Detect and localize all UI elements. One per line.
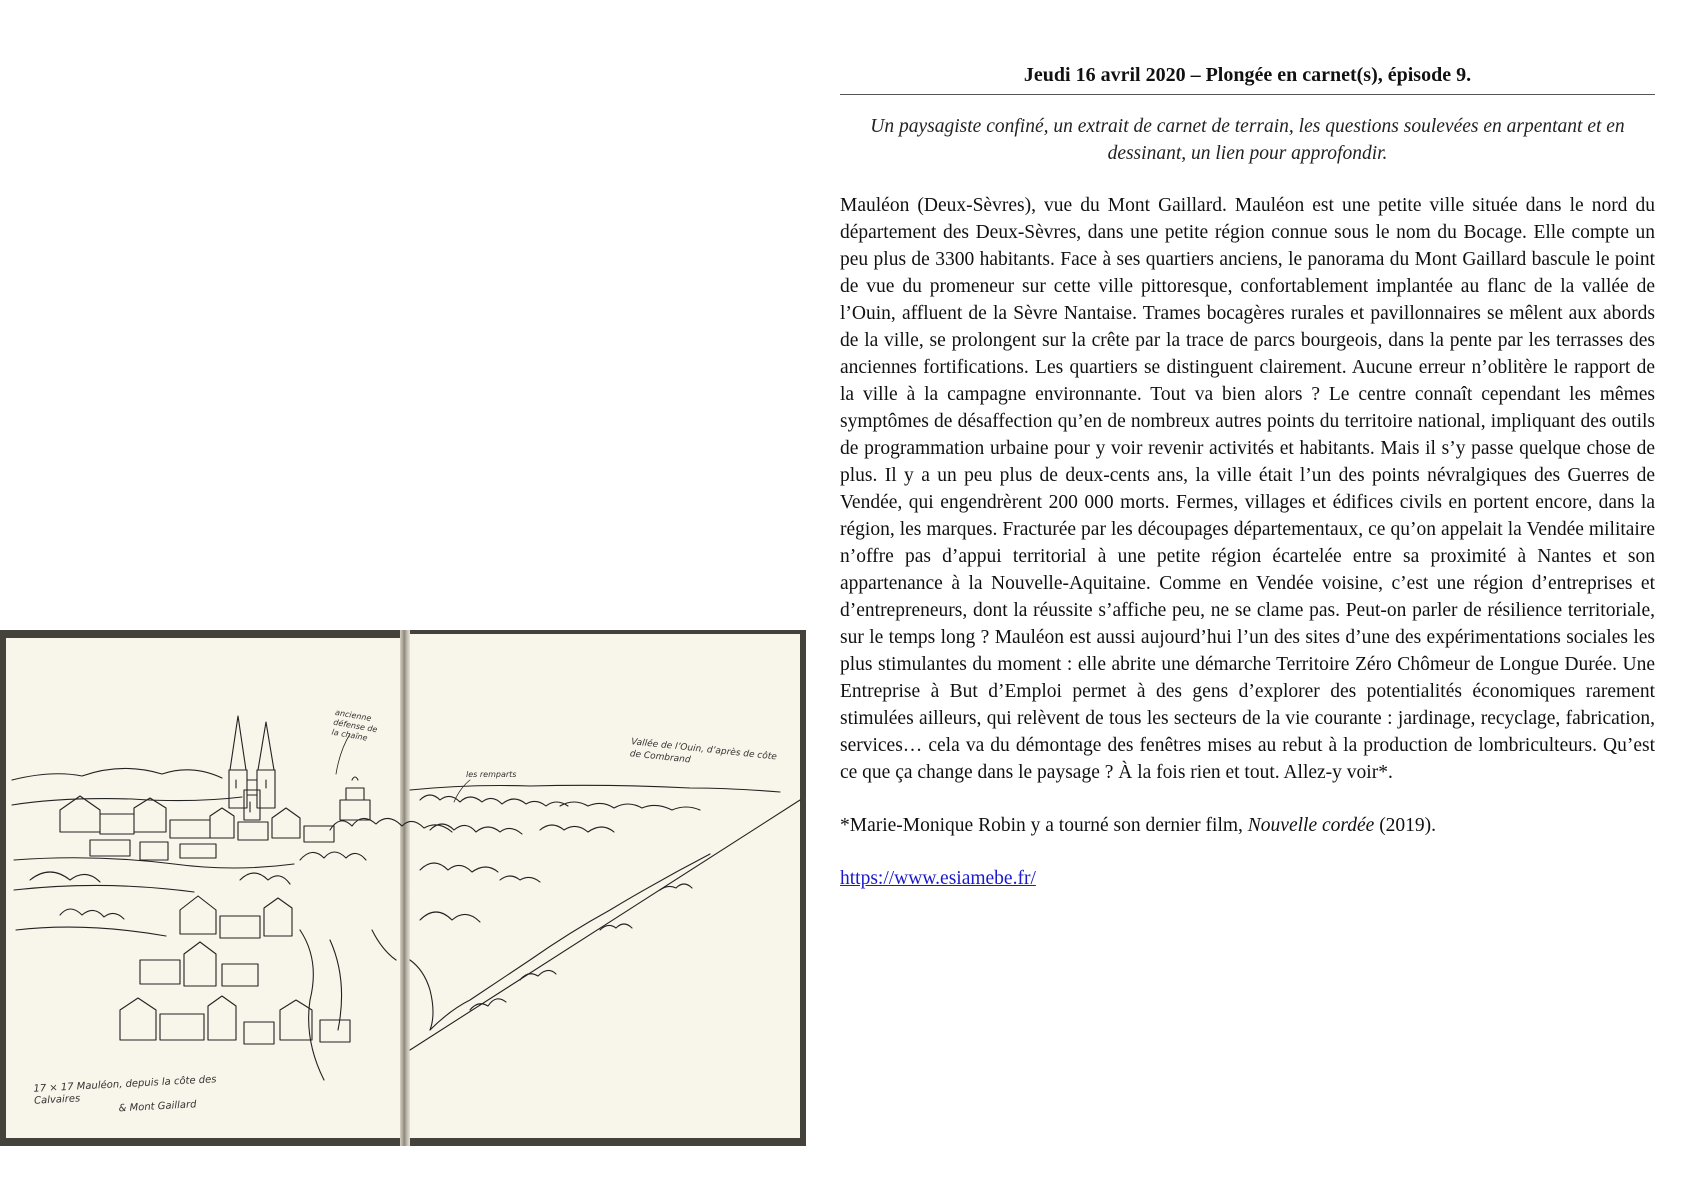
sketch-annotation-ramparts: les remparts [466,770,517,779]
footnote-year: (2019). [1374,815,1437,836]
article-intro: Un paysagiste confiné, un extrait de carnet de terrain, les questions soulevées en arpentant et en dessinant, un lien pour approfondir. [870,116,1625,164]
footnote-text: *Marie-Monique Robin y a tourné son dernier film, [840,815,1248,836]
article-body: Mauléon (Deux-Sèvres), vue du Mont Gaillard. Mauléon est une petite ville située dans le nord du département des Deux-Sèvres, dans une petite région connue sous le nom du Bocage. Elle compte un peu plus de 3300 habitants. Face à ses quartiers anciens, le panorama du Mont Gaillard bascule le point de vue du promeneur sur cette ville pittoresque, confortablement implantée au flanc de la vallée de l’Ouin, affluent de la Sèvre Nantaise. Trames bocagères rurales et pavillonnaires se mêlent aux abords de la ville, se prolongent sur la crête par la trace de parcs bourgeois, dans la pente par les terrasses des anciennes fortifications. Les quartiers se distinguent clairement. Aucune erreur n’oblitère le rapport de la ville à la campagne environnante. Tout va bien alors ? Le centre connaît cependant les mêmes symptômes de désaffection qu’en de nombreux autres points du territoire national, impliquant des outils de programmation urbaine pour y voir revenir activités et habitants. Mais il s’y passe quelque chose de plus. Il y a un peu plus de deux-cents ans, la ville était l’un des points névralgiques des Guerres de Vendée, qui engendrèrent 200 000 morts. Fermes, villages et édifices civils en portent encore, dans la région, les marques. Fracturée par les découpages départementaux, ce qu’on appelait la Vendée militaire n’offre pas d’appui territorial à une petite région écartelée entre sa proximité à Nantes et son appartenance à la Nouvelle-Aquitaine. Comme en Vendée voisine, c’est une région d’entreprises et d’entrepreneurs, dont la réussite s’affiche peu, ne se clame pas. Peut-on parler de résilience territoriale, sur le temps long ? Mauléon est aussi aujourd’hui l’un des sites d’une des expérimentations sociales les plus stimulantes du moment : elle abrite une démarche Territoire Zéro Chômeur de Longue Durée. Une Entreprise à But d’Emploi permet à des gens d’explorer des potentialités économiques rarement stimulées ailleurs, qui relèvent de tous les secteurs de la vie courante : jardinage, recyclage, fabrication, services… cela va du démontage des fenêtres mises au rebut à la production de lombriculteurs. Qu’est ce que ça change dans le paysage ? À la fois rien et tout. Allez-y voir*. [840,195,1655,783]
website-link[interactable]: https://www.esiamebe.fr/ [840,868,1036,889]
footnote-film-title: Nouvelle cordée [1247,815,1375,836]
article-column [840,62,1655,892]
sketch-caption-line1: 17 × 17 Mauléon, depuis la côte des Calvaires [33,1074,217,1107]
sketchbook-image [0,630,806,1146]
town-sketch-drawing [0,630,806,1146]
sketch-annotation-valley: Vallée de l’Ouin, d’après de côte de Combrand [629,737,778,766]
sketch-caption-line2: & Mont Gaillard [118,1099,197,1115]
article-title: Jeudi 16 avril 2020 – Plongée en carnet(s), épisode 9. [840,62,1655,95]
article-footnote [840,812,1655,839]
sketch-annotation-tower: ancienne défense de la chaîne [330,707,379,743]
